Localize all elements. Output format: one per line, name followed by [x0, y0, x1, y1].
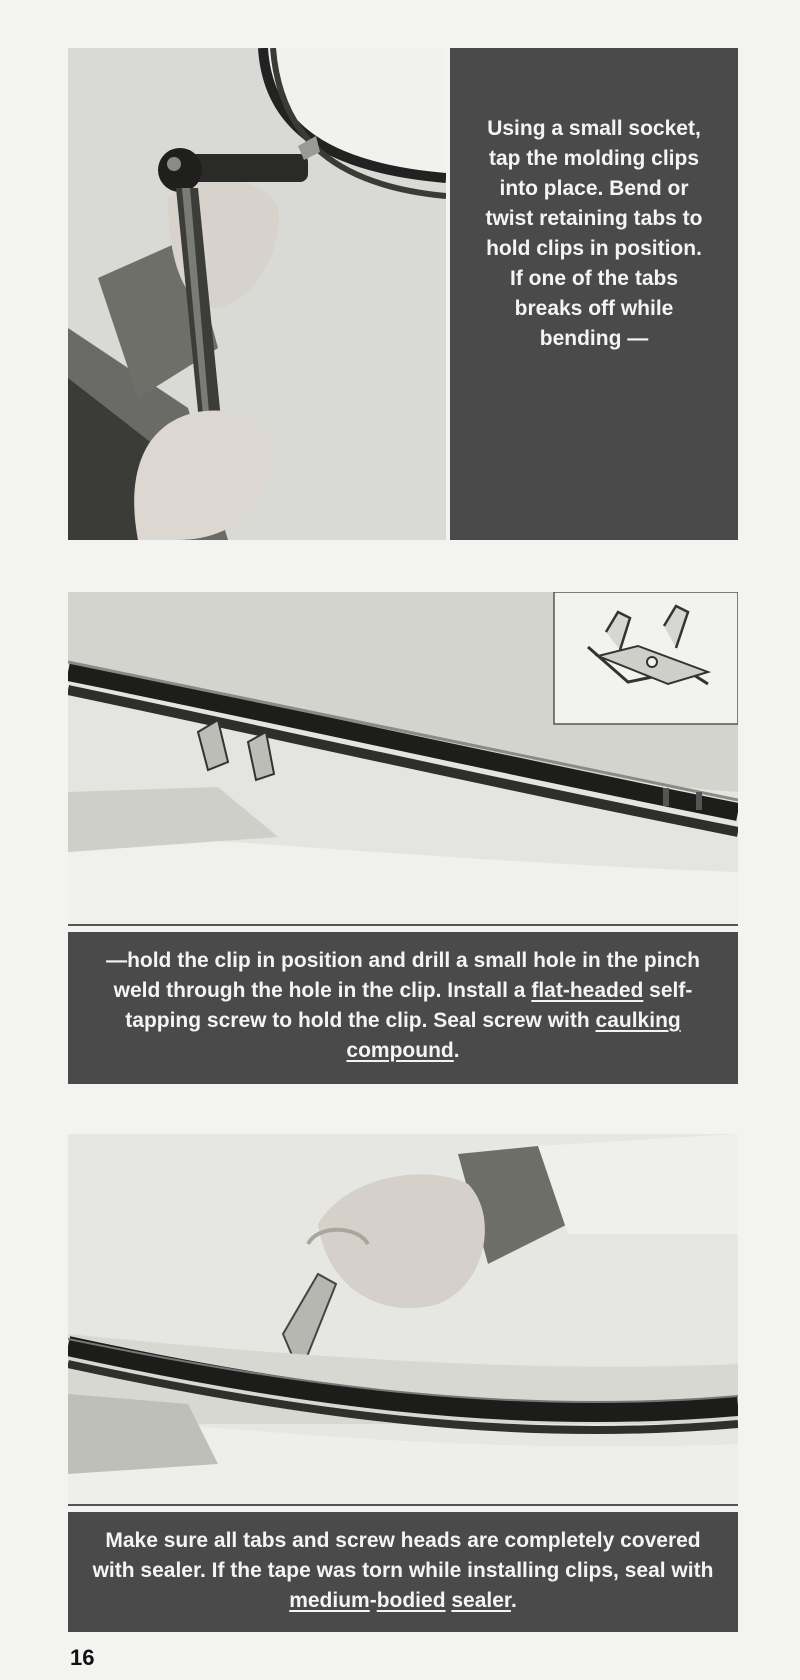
- caption-step-3-underline-medium: medium: [289, 1589, 370, 1612]
- caption-step-2-text-2: self-tapping screw to hold the clip. Seal screw with: [125, 979, 693, 1032]
- caption-step-2-period: .: [453, 1039, 460, 1062]
- photo-hammer-tapping-clip: [68, 48, 446, 540]
- caption-step-1: [450, 48, 738, 540]
- caption-step-3-period: .: [510, 1589, 517, 1612]
- clip-inset-illustration: [554, 592, 738, 724]
- caption-step-2: [68, 932, 738, 1084]
- page-number: 16: [70, 1645, 95, 1670]
- caption-step-2-underline-flat-headed: flat-headed: [531, 979, 644, 1002]
- caption-step-2-underline-caulking: caulking: [595, 1009, 681, 1032]
- photo-clip-on-pinch-weld: [68, 592, 738, 926]
- caption-step-3: [68, 1512, 738, 1632]
- caption-step-1-text: Using a small socket, tap the molding clips into place. Bend or twist retaining tabs to hold clips in position. If one of the tabs breaks off while bending —: [485, 117, 703, 350]
- caption-step-2-text-1: —hold the clip in position and drill a small hole in the pinch weld through the hole in the clip. Install a: [106, 949, 700, 1002]
- caption-step-3-hyphen: -: [369, 1589, 377, 1612]
- caption-step-3-underline-sealer: sealer: [451, 1589, 511, 1612]
- caption-step-3-text-1: Make sure all tabs and screw heads are completely covered with sealer. If the tape was torn while installing clips, seal with: [92, 1529, 714, 1582]
- caption-step-2-underline-compound: compound: [346, 1039, 454, 1062]
- photo-applying-sealer: [68, 1134, 738, 1506]
- caption-step-3-underline-bodied: bodied: [376, 1589, 446, 1612]
